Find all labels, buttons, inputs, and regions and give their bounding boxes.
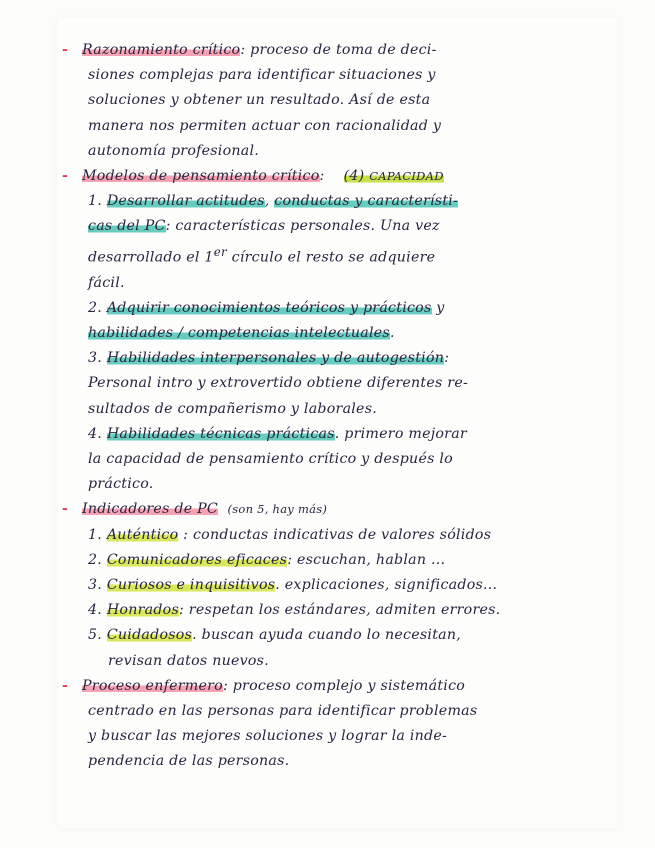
item2-rest-b: . xyxy=(389,324,395,341)
item1-line3-b: círculo el resto se adquiere xyxy=(231,249,436,266)
modelos-item4-line-2: la capacidad de pensamiento crítico y después lo xyxy=(88,450,453,467)
indicador-2-text: : escuchan, hablan ... xyxy=(287,551,446,568)
item1-mid: , xyxy=(264,193,275,210)
bullet-dash: - xyxy=(62,42,69,58)
item1-highlight-b: conductas y característi- xyxy=(274,193,459,210)
indicador-5-text: . buscan ayuda cuando lo necesitan, xyxy=(192,627,462,644)
indicadores-note: (son 5, hay más) xyxy=(227,502,328,517)
item1-line3-a: desarrollado el 1 xyxy=(88,249,214,266)
item-number: 2. xyxy=(88,299,103,316)
item2-highlight-a: Adquirir conocimientos teóricos y prácticos xyxy=(106,299,432,316)
modelos-item4-line-1 xyxy=(62,422,602,447)
capacity-tag xyxy=(344,168,444,184)
razonamiento-line-4: manera nos permiten actuar con racionalidad y xyxy=(88,117,442,134)
capacity-count: (4) xyxy=(343,168,365,185)
item2-rest-a: y xyxy=(431,299,445,316)
razonamiento-line-5: autonomía profesional. xyxy=(88,142,260,159)
bullet-dash: - xyxy=(62,677,69,694)
indicador-1-highlight: Auténtico xyxy=(106,526,179,543)
proceso-term: Proceso enfermero xyxy=(82,677,223,694)
modelos-item1-line-4: fácil. xyxy=(88,274,125,291)
handwritten-notes xyxy=(62,38,602,775)
indicadores-term: Indicadores de PC xyxy=(82,501,218,518)
item4-highlight: Habilidades técnicas prácticas xyxy=(106,425,335,442)
indicador-4-text: : respetan los estándares, admiten errores. xyxy=(179,602,501,619)
item-number: 2. xyxy=(88,551,103,568)
item1-highlight-c: cas del PC xyxy=(88,218,166,235)
indicador-3 xyxy=(62,573,602,598)
modelos-heading xyxy=(62,164,602,189)
razonamiento-line-2: siones complejas para identificar situaciones y xyxy=(88,67,436,84)
item-number: 1. xyxy=(88,193,103,210)
item1-highlight-a: Desarrollar actitudes xyxy=(106,193,265,210)
modelos-item1-line-1 xyxy=(62,189,602,214)
modelos-item4-line-3: práctico. xyxy=(88,476,154,493)
item-number: 4. xyxy=(88,602,103,619)
item-number: 5. xyxy=(88,627,103,644)
item-number: 1. xyxy=(88,526,103,543)
indicador-3-highlight: Curiosos e inquisitivos xyxy=(106,577,276,593)
bullet-dash: - xyxy=(62,501,69,518)
razonamiento-line-3: soluciones y obtener un resultado. Así de esta xyxy=(88,92,431,109)
indicador-4-highlight: Honrados xyxy=(106,602,180,619)
indicador-1-text: : conductas indicativas de valores sólidos xyxy=(178,526,492,543)
item4-rest: . primero mejorar xyxy=(334,425,467,442)
indicador-1 xyxy=(62,523,602,548)
indicadores-heading xyxy=(62,497,602,522)
item-number: 3. xyxy=(88,577,103,593)
proceso-line-2: centrado en las personas para identificar problemas xyxy=(88,703,478,720)
item-number: 4. xyxy=(88,425,103,442)
item3-highlight: Habilidades interpersonales y de autogestión xyxy=(106,350,445,367)
bullet-dash: - xyxy=(62,168,69,185)
modelos-item1-line-2 xyxy=(62,214,602,239)
indicador-4 xyxy=(62,598,602,623)
indicador-2-highlight: Comunicadores eficaces xyxy=(106,551,288,568)
modelos-item3-line-3: sultados de compañerismo y laborales. xyxy=(88,400,377,417)
razonamiento-line-1 xyxy=(62,38,602,63)
razonamiento-term: Razonamiento crítico xyxy=(82,42,241,58)
proceso-line-1 xyxy=(62,674,602,699)
indicador-5 xyxy=(62,623,602,648)
modelos-item1-line-3 xyxy=(62,240,602,271)
proceso-text: : proceso complejo y sistemático xyxy=(222,677,466,694)
razonamiento-text: : proceso de toma de deci- xyxy=(240,42,437,58)
item1-rest: : características personales. Una vez xyxy=(165,218,440,235)
indicador-2 xyxy=(62,548,602,573)
item-number: 3. xyxy=(88,350,103,367)
modelos-item3-line-2: Personal intro y extrovertido obtiene diferentes re- xyxy=(88,375,469,392)
modelos-item2-line-1 xyxy=(62,296,602,321)
item2-highlight-b: habilidades / competencias intelectuales xyxy=(88,324,390,341)
item1-superscript: er xyxy=(213,244,227,259)
item3-rest: : xyxy=(444,350,450,367)
indicador-5-line-2: revisan datos nuevos. xyxy=(108,652,269,669)
modelos-colon: : xyxy=(319,168,325,185)
indicador-5-highlight: Cuidadosos xyxy=(106,627,193,644)
indicador-3-text: . explicaciones, significados... xyxy=(275,577,498,593)
modelos-item2-line-2 xyxy=(62,321,602,346)
proceso-line-3: y buscar las mejores soluciones y lograr la inde- xyxy=(88,728,448,745)
modelos-item3-line-1 xyxy=(62,346,602,371)
capacity-label: CAPACIDAD xyxy=(369,169,444,184)
proceso-line-4: pendencia de las personas. xyxy=(88,753,290,770)
modelos-term: Modelos de pensamiento crítico xyxy=(82,168,320,185)
